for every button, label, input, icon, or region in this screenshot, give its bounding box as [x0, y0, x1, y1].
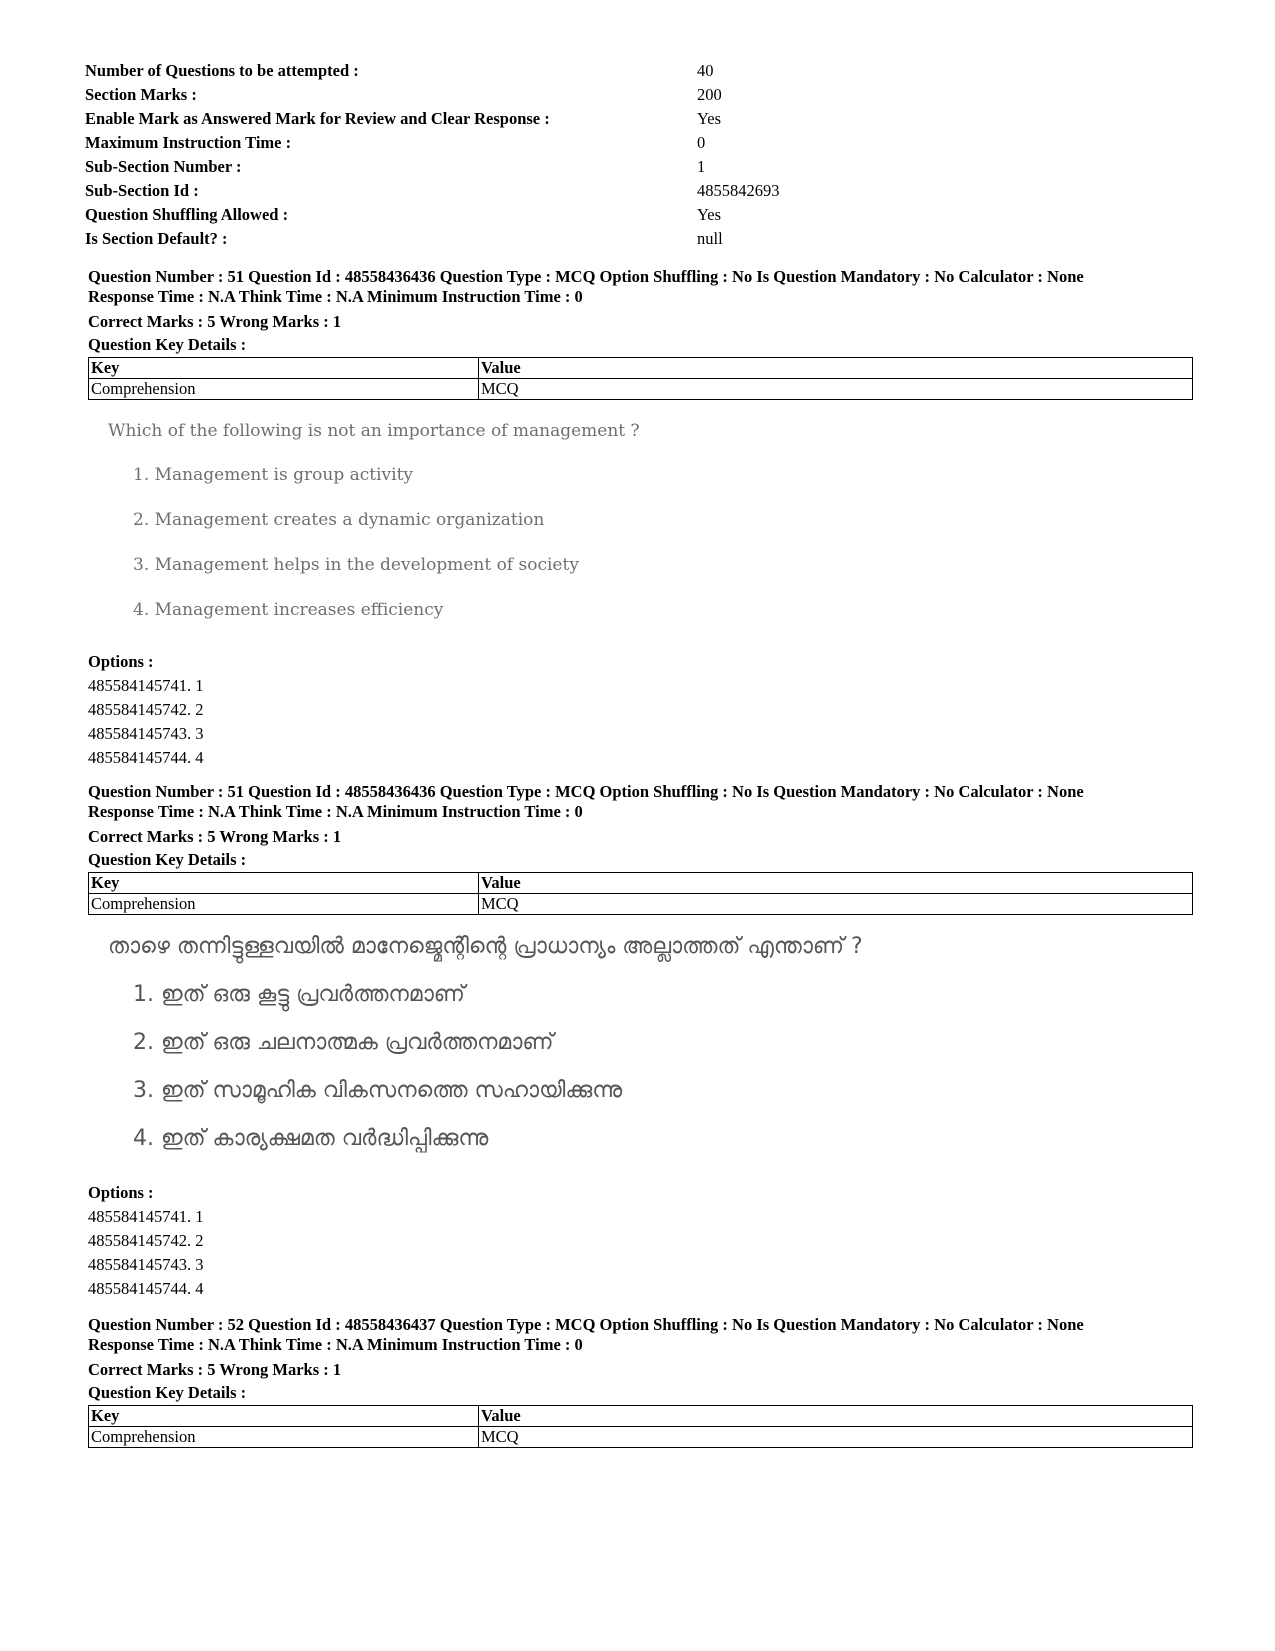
- table-cell-value: MCQ: [479, 894, 1193, 915]
- question-timing: Response Time : N.A Think Time : N.A Minimum Instruction Time : 0: [88, 287, 583, 306]
- question-choice: 1. Management is group activity: [133, 465, 414, 485]
- question-meta: Question Number : 51 Question Id : 48558436436 Question Type : MCQ Option Shuffling : No Is Question Mandatory : No Calculator : None: [88, 267, 1084, 286]
- info-key: Enable Mark as Answered Mark for Review and Clear Response :: [85, 109, 550, 128]
- info-row: [85, 155, 1185, 179]
- question-choice: 4. Management increases efficiency: [133, 600, 444, 620]
- option-id: 485584145742. 2: [88, 700, 204, 719]
- info-value: null: [697, 229, 723, 248]
- table-header-key: Key: [89, 1406, 479, 1427]
- table-header-value: Value: [479, 1406, 1193, 1427]
- table-cell-key: Comprehension: [89, 379, 479, 400]
- question-meta: Question Number : 52 Question Id : 48558436437 Question Type : MCQ Option Shuffling : No Is Question Mandatory : No Calculator : None: [88, 1315, 1084, 1334]
- info-key: Is Section Default? :: [85, 229, 228, 248]
- option-id: 485584145744. 4: [88, 1279, 204, 1298]
- table-row: [89, 1427, 1193, 1448]
- table-header-value: Value: [479, 873, 1193, 894]
- question-meta: Question Number : 51 Question Id : 48558436436 Question Type : MCQ Option Shuffling : No Is Question Mandatory : No Calculator : None: [88, 782, 1084, 801]
- section-info: [85, 59, 1185, 251]
- info-key: Section Marks :: [85, 85, 197, 104]
- info-key: Question Shuffling Allowed :: [85, 205, 289, 224]
- table-header-row: [89, 873, 1193, 894]
- options-title: Options :: [88, 1183, 154, 1202]
- info-row: [85, 59, 1185, 83]
- info-key: Sub-Section Id :: [85, 181, 199, 200]
- info-row: [85, 131, 1185, 155]
- info-value: 200: [697, 85, 722, 104]
- table-header-key: Key: [89, 358, 479, 379]
- question-marks: Correct Marks : 5 Wrong Marks : 1: [88, 312, 342, 331]
- table-cell-value: MCQ: [479, 1427, 1193, 1448]
- table-header-value: Value: [479, 358, 1193, 379]
- info-row: [85, 179, 1185, 203]
- key-details-table: [88, 872, 1193, 915]
- info-value: 4855842693: [697, 181, 780, 200]
- options-title: Options :: [88, 652, 154, 671]
- table-header-row: [89, 1406, 1193, 1427]
- question-block: [88, 1315, 1193, 1448]
- info-value: 40: [697, 61, 714, 80]
- option-id: 485584145743. 3: [88, 724, 204, 743]
- key-details-table: [88, 1405, 1193, 1448]
- table-row: [89, 379, 1193, 400]
- table-cell-key: Comprehension: [89, 894, 479, 915]
- info-key: Number of Questions to be attempted :: [85, 61, 359, 80]
- question-block: [88, 782, 1193, 1301]
- question-stem: താഴെ തന്നിട്ടുള്ളവയിൽ മാനേജ്മെന്റിന്റെ പ്രാധാന്യം അല്ലാത്തത് എന്താണ് ?: [108, 934, 863, 959]
- info-key: Sub-Section Number :: [85, 157, 242, 176]
- info-value: 0: [697, 133, 706, 152]
- info-row: [85, 227, 1185, 251]
- info-value: Yes: [697, 109, 722, 128]
- question-choice: 2. ഇത് ഒരു ചലനാത്മക പ്രവർത്തനമാണ്: [133, 1030, 554, 1055]
- info-row: [85, 203, 1185, 227]
- question-choice: 2. Management creates a dynamic organization: [133, 510, 545, 530]
- question-image: [108, 935, 1193, 1175]
- question-choice: 3. ഇത് സാമൂഹിക വികസനത്തെ സഹായിക്കുന്നു: [133, 1078, 623, 1103]
- option-id: 485584145742. 2: [88, 1231, 204, 1250]
- key-details-table: [88, 357, 1193, 400]
- question-marks: Correct Marks : 5 Wrong Marks : 1: [88, 1360, 342, 1379]
- key-details-title: Question Key Details :: [88, 850, 247, 869]
- question-stem: Which of the following is not an importance of management ?: [108, 421, 640, 441]
- option-id: 485584145743. 3: [88, 1255, 204, 1274]
- table-cell-key: Comprehension: [89, 1427, 479, 1448]
- info-value: 1: [697, 157, 706, 176]
- option-id: 485584145744. 4: [88, 748, 204, 767]
- question-block: [88, 267, 1193, 770]
- option-id: 485584145741. 1: [88, 676, 204, 695]
- table-header-key: Key: [89, 873, 479, 894]
- question-image: [108, 420, 1193, 644]
- info-key: Maximum Instruction Time :: [85, 133, 292, 152]
- question-timing: Response Time : N.A Think Time : N.A Minimum Instruction Time : 0: [88, 1335, 583, 1354]
- info-value: Yes: [697, 205, 722, 224]
- option-id: 485584145741. 1: [88, 1207, 204, 1226]
- question-choice: 4. ഇത് കാര്യക്ഷമത വർദ്ധിപ്പിക്കുന്നു: [133, 1126, 489, 1151]
- table-row: [89, 894, 1193, 915]
- info-row: [85, 83, 1185, 107]
- key-details-title: Question Key Details :: [88, 1383, 247, 1402]
- question-marks: Correct Marks : 5 Wrong Marks : 1: [88, 827, 342, 846]
- question-timing: Response Time : N.A Think Time : N.A Minimum Instruction Time : 0: [88, 802, 583, 821]
- key-details-title: Question Key Details :: [88, 335, 247, 354]
- question-choice: 3. Management helps in the development of society: [133, 555, 579, 575]
- question-choice: 1. ഇത് ഒരു കൂട്ടു പ്രവർത്തനമാണ്: [133, 982, 465, 1007]
- info-row: [85, 107, 1185, 131]
- table-header-row: [89, 358, 1193, 379]
- table-cell-value: MCQ: [479, 379, 1193, 400]
